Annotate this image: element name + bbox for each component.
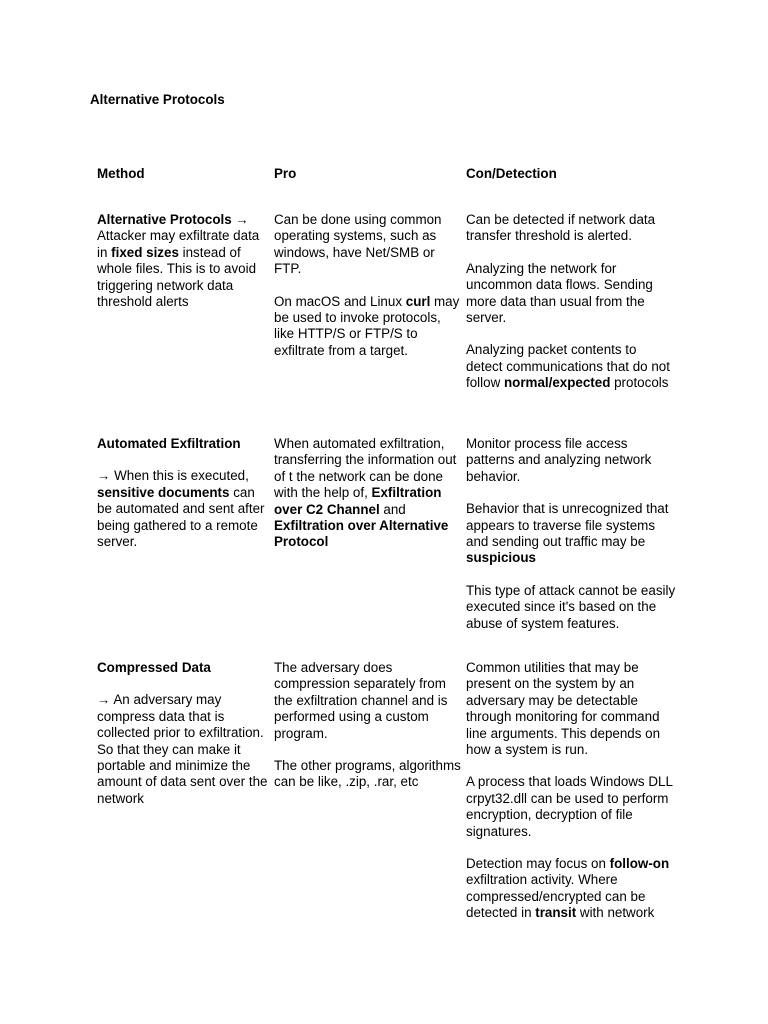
row-1-con-cell: [466, 212, 676, 392]
text-run: may be used to invoke protocols, like HTTP/S or FTP/S to exfiltrate from a target.: [274, 293, 460, 358]
row-1-pro-para-1: [274, 212, 462, 278]
document-title: Alternative Protocols: [90, 92, 225, 107]
row-1-method-title: Alternative Protocols →: [97, 212, 249, 227]
text-run: → When this is executed,: [97, 468, 249, 484]
bold-text-run: sensitive documents: [97, 484, 230, 500]
text-run: Analyzing the network for uncommon data flows. Sending more data than usual from the server.: [466, 260, 653, 326]
row-1-con-para-1: [466, 212, 676, 245]
text-run: Behavior that is unrecognized that appears to traverse file systems and sending out traffic may be: [466, 501, 669, 550]
text-run: Can be done using common operating systems, such as windows, have Net/SMB or FTP.: [274, 212, 442, 277]
row-3-con-para-3: [466, 856, 676, 922]
row-3-method-title-para: [97, 660, 269, 676]
text-run: Common utilities that may be present on the system by an adversary may be detectable through monitoring for command line arguments. This depends on how a system is run.: [466, 660, 661, 758]
row-3-method-title: Compressed Data: [97, 660, 211, 675]
text-run: with network: [576, 905, 655, 921]
row-2-method-description: [97, 468, 269, 550]
row-1-con-para-3: [466, 342, 676, 391]
text-run: Attacker may exfiltrate data in: [97, 228, 260, 260]
row-1-pro-para-2: [274, 294, 462, 360]
row-2-method-title: Automated Exfiltration: [97, 436, 241, 451]
row-3-method-description: [97, 692, 269, 807]
row-2-con-para-1: [466, 436, 676, 485]
row-3-con-para-1: [466, 660, 676, 758]
row-1-method-cell: [97, 212, 269, 310]
header-method: Method: [97, 166, 145, 181]
bold-text-run: suspicious: [466, 550, 536, 566]
row-2-con-para-2: [466, 501, 676, 567]
text-run: exfiltration activity. Where compressed/encrypted can be detected in: [466, 872, 646, 921]
bold-text-run: fixed sizes: [111, 244, 179, 260]
row-1-method-text: [97, 212, 269, 310]
text-run: A process that loads Windows DLL crpyt32.dll can be used to perform encryption, decryption of file signatures.: [466, 774, 673, 839]
text-run: The adversary does compression separately from the exfiltration channel and is performed using a custom program.: [274, 660, 448, 741]
bold-text-run: Exfiltration over C2 Channel: [274, 485, 442, 517]
bold-text-run: follow-on: [609, 856, 670, 872]
header-pro: Pro: [274, 166, 297, 181]
row-3-method-cell: [97, 660, 269, 807]
text-run: This type of attack cannot be easily executed since it's based on the abuse of system features.: [466, 582, 676, 631]
bold-text-run: Exfiltration over Alternative Protocol: [274, 518, 449, 550]
text-run: Can be detected if network data transfer threshold is alerted.: [466, 212, 656, 244]
row-3-pro-para-2: [274, 758, 462, 791]
text-run: protocols: [610, 375, 669, 391]
header-con-detection: Con/Detection: [466, 166, 557, 181]
text-run: → An adversary may compress data that is collected prior to exfiltration. So that they can make it portable and minimize the amount of data sent over the network: [97, 692, 268, 806]
text-run: When automated exfiltration, transferring the information out of t the network can be done with the help of,: [274, 436, 457, 501]
row-3-pro-cell: [274, 660, 462, 791]
row-2-pro-cell: [274, 436, 462, 551]
row-2-con-para-3: [466, 583, 676, 632]
row-1-method-description: [97, 228, 259, 309]
bold-text-run: transit: [535, 905, 577, 921]
text-run: Monitor process file access patterns and analyzing network behavior.: [466, 436, 652, 484]
text-run: Detection may focus on: [466, 856, 610, 872]
row-2-pro-para-1: [274, 436, 462, 551]
row-2-method-cell: [97, 436, 269, 550]
bold-text-run: curl: [405, 293, 431, 309]
row-3-pro-para-1: [274, 660, 462, 742]
text-run: Analyzing packet contents to detect communications that do not follow: [466, 342, 670, 391]
text-run: The other programs, algorithms can be like, .zip, .rar, etc: [274, 758, 461, 790]
row-1-pro-cell: [274, 212, 462, 359]
row-1-con-para-2: [466, 261, 676, 327]
row-3-con-cell: [466, 660, 676, 922]
text-run: On macOS and Linux: [274, 293, 406, 309]
row-2-con-cell: [466, 436, 676, 632]
text-run: and: [379, 501, 406, 517]
text-run: instead of whole files. This is to avoid triggering network data threshold alerts: [97, 244, 257, 310]
row-2-method-title-para: [97, 436, 269, 452]
row-3-con-para-2: [466, 774, 676, 840]
text-run: can be automated and sent after being gathered to a remote server.: [97, 484, 265, 550]
bold-text-run: normal/expected: [503, 375, 611, 391]
